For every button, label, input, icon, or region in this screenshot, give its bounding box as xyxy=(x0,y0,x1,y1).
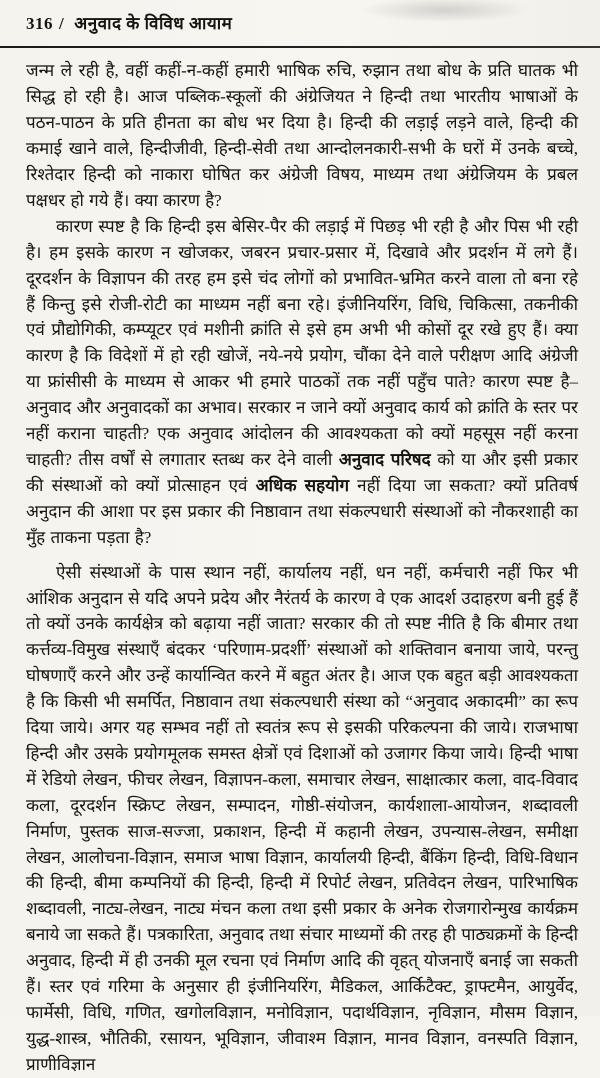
header-separator: / xyxy=(59,14,65,33)
page-header xyxy=(26,14,578,34)
text-segment: ऐसी संस्थाओं के पास स्थान नहीं, कार्यालय नहीं, धन नहीं, कर्मचारी नहीं फिर भी आंशिक अनुदान से यदि अपने प्रदेय और नैरंतर्य के कारण वे एक आदर्श उदाहरण बनी हुई हैं तो क्यों उनके कार्यक्षेत्र को बढ़ाया नहीं जाता? सरकार की तो स्पष्ट नीति है कि बीमार तथा कर्त्तव्य-विमुख संस्थाएँ बंदकर ‘परिणाम-प्रदर्शी’ संस्थाओं को शक्तिवान बनाया जाये, परन्तु घोषणाएँ करने और उन्हें कार्यान्वित करने में बहुत अंतर है। आज एक बहुत बड़ी आवश्यकता है कि किसी भी समर्पित, निष्ठावान तथा संकल्पधारी संस्था को “अनुवाद अकादमी” का रूप दिया जाये। अगर यह सम्भव नहीं तो स्वतंत्र रूप से इसकी परिकल्पना की जाये। राजभाषा हिन्दी और उसके प्रयोगमूलक समस्त क्षेत्रों एवं दिशाओं को उजागर किया जाये। हिन्दी भाषा में रेडियो लेखन, फीचर लेखन, विज्ञापन-कला, समाचार लेखन, साक्षात्कार कला, वाद-विवाद कला, दूरदर्शन स्क्रिप्ट लेखन, सम्पादन, गोष्ठी-संयोजन, कार्यशाला-आयोजन, शब्दावली निर्माण, पुस्तक साज-सज्जा, प्रकाशन, हिन्दी में कहानी लेखन, उपन्यास-लेखन, समीक्षा लेखन, आलोचना-विज्ञान, समाज भाषा विज्ञान, कार्यालयी हिन्दी, बैंकिंग हिन्दी, विधि-विधान की हिन्दी, बीमा कम्पनियों की हिन्दी, हिन्दी में रिपोर्ट लेखन, प्रतिवेदन लेखन, पारिभाषिक शब्दावली, नाट्य-लेखन, नाट्य मंचन कला तथा इसी प्रकार के अनेक रोजगारोन्मुख कार्यक्रम बनाये जा सकते हैं। पत्रकारिता, अनुवाद तथा संचार माध्यमों की तरह ही पाठ्यक्रमों के हिन्दी अनुवाद, हिन्दी में ही उनकी मूल रचना एवं निर्माण आदि की वृहत् योजनाएँ बनाई जा सकती हैं। स्तर एवं गरिमा के अनुसार ही इंजीनियरिंग, मैडिकल, आर्किटैक्ट, ड्राफ्टमैन, आयुर्वेद, फार्मेसी, विधि, गणित, खगोलविज्ञान, मनोविज्ञान, पदार्थविज्ञान, नृविज्ञान, मौसम विज्ञान, युद्ध-शास्त्र, भौतिकी, रसायन, भूविज्ञान, जीवाश्म विज्ञान, मानव विज्ञान, वनस्पति विज्ञान, प्राणीविज्ञान xyxy=(26,562,578,1074)
running-title: अनुवाद के विविध आयाम xyxy=(74,14,233,33)
bold-text-segment: अनुवाद परिषद xyxy=(338,449,431,469)
text-segment: को या और इसी प्रकार की संस्थाओं को क्यों प्रोत्साहन एवं xyxy=(26,449,578,495)
paragraph xyxy=(26,214,578,551)
paragraph xyxy=(26,560,578,1078)
bold-text-segment: अधिक सहयोग xyxy=(255,475,350,495)
paragraph xyxy=(26,58,578,213)
text-segment: कारण स्पष्ट है कि हिन्दी इस बेसिर-पैर की लड़ाई में पिछड़ भी रही है और पिस भी रही है। हम इसके कारण न खोजकर, जबरन प्रचार-प्रसार में, दिखावे और प्रदर्शन में लगे हैं। दूरदर्शन के विज्ञापन की तरह हम इसे चंद लोगों को प्रभावित-भ्रमित करने वाला तो बना रहे हैं किन्तु इसे रोजी-रोटी का माध्यम नहीं बना रहे। इंजीनियरिंग, विधि, चिकित्सा, तकनीकी एवं प्रौद्योगिकी, कम्प्यूटर एवं मशीनी क्रांति से इसे हम अभी भी कोसों दूर रखे हुए हैं। क्या कारण है कि विदेशों में हो रही खोजें, नये-नये प्रयोग, चौंका देने वाले परीक्षण आदि अंग्रेजी या फ्रांसीसी के माध्यम से आकर भी हमारे पाठकों तक नहीं पहुँच पाते? कारण स्पष्ट है–अनुवाद और अनुवादकों का अभाव। सरकार न जाने क्यों अनुवाद कार्य को क्रांति के स्तर पर नहीं कराना चाहती? एक अनुवाद आंदोलन की आवश्यकता को क्यों महसूस नहीं करना चाहती? तीस वर्षों से लगातार स्तब्ध कर देने वाली xyxy=(26,216,578,469)
header-rule xyxy=(0,46,600,48)
text-segment: नहीं दिया जा सकता? क्यों प्रतिवर्ष अनुदान की आशा पर इस प्रकार की निष्ठावान तथा संकल्पधारी संस्थाओं को नौकरशाही का मुँह ताकना पड़ता है? xyxy=(26,475,578,547)
body-text xyxy=(26,58,578,1077)
text-segment: जन्म ले रही है, वहीं कहीं-न-कहीं हमारी भाषिक रुचि, रुझान तथा बोध के प्रति घातक भी सिद्ध हो रही है। आज पब्लिक-स्कूलों की अंग्रेजियत ने हिन्दी तथा भारतीय भाषाओं के पठन-पाठन के प्रति हीनता का बोध भर दिया है। हिन्दी की लड़ाई लड़ने वाले, हिन्दी की कमाई खाने वाले, हिन्दीजीवी, हिन्दी-सेवी तथा आन्दोलनकारी-सभी के घरों में उनके बच्चे, रिश्तेदार हिन्दी को नाकारा घोषित कर अंग्रेजी विषय, माध्यम तथा अंग्रेजियम के प्रबल पक्षधर हो गये हैं। क्या कारण है? xyxy=(26,61,578,210)
page-number: 316 xyxy=(26,14,53,33)
